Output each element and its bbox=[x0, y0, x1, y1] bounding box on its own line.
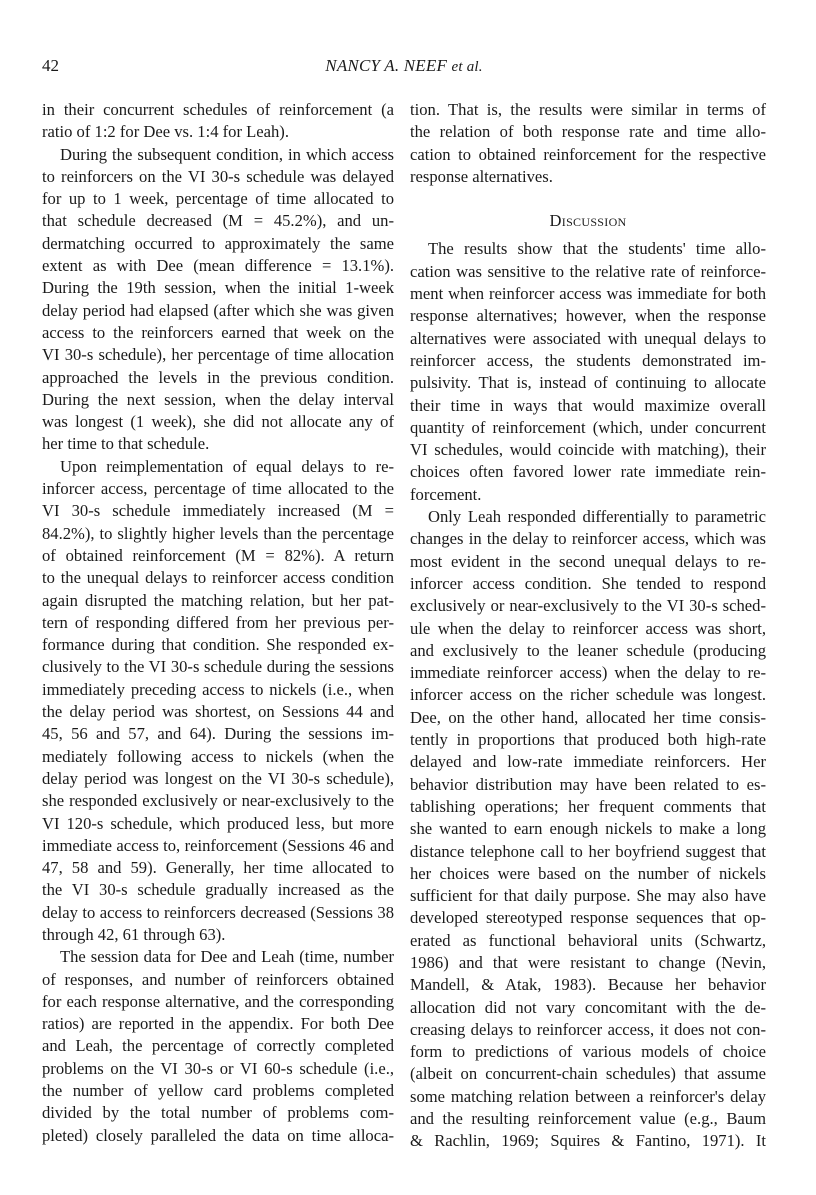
text-line: immediate reinforcer access) when the delay to re- bbox=[410, 663, 766, 683]
left-column bbox=[42, 99, 394, 1147]
text-line: ule when the delay to reinforcer access was short, bbox=[410, 618, 766, 638]
paragraph bbox=[410, 506, 766, 1153]
running-head-authors: NANCY A. NEEF bbox=[325, 56, 448, 75]
text-line: the VI 30-s schedule gradually increased as the bbox=[42, 880, 394, 900]
text-line: VI schedules, would coincide with matching), their bbox=[410, 440, 766, 460]
text-line: During the 19th session, when the initial 1-week bbox=[42, 278, 394, 298]
text-line: ratio of 1:2 for Dee vs. 1:4 for Leah). bbox=[42, 122, 289, 142]
text-line: approached the levels in the previous condition. bbox=[42, 367, 394, 387]
text-line: in their concurrent schedules of reinforcement (a bbox=[42, 100, 394, 119]
text-line: delayed and low-rate immediate reinforcers. Her bbox=[410, 752, 766, 772]
text-line: quantity of reinforcement (which, under concurrent bbox=[410, 417, 766, 437]
text-line: Mandell, & Atak, 1983). Because her behavior bbox=[410, 975, 766, 995]
text-line: The results show that the students' time allo- bbox=[428, 239, 766, 259]
text-line: was longest (1 week), she did not allocate any of bbox=[42, 412, 394, 432]
text-line: developed stereotyped response sequences that op- bbox=[410, 908, 766, 928]
text-line: During the subsequent condition, in which access bbox=[60, 144, 394, 164]
text-line: exclusively or near-exclusively to the VI 30-s sched- bbox=[410, 596, 766, 616]
text-line: to the unequal delays to reinforcer access condition bbox=[42, 568, 394, 588]
right-column bbox=[410, 99, 766, 1153]
text-line: delay period had elapsed (after which she was given bbox=[42, 300, 394, 320]
text-line: of obtained reinforcement (M = 82%). A return bbox=[42, 545, 394, 565]
paragraph bbox=[410, 238, 766, 506]
text-line: sufficient for that daily purpose. She may also have bbox=[410, 886, 766, 906]
text-line: Only Leah responded differentially to parametric bbox=[428, 507, 766, 527]
page-header bbox=[42, 56, 766, 82]
text-line: changes in the delay to reinforcer access, which was bbox=[410, 529, 766, 549]
discussion-body bbox=[410, 238, 766, 1152]
text-line: alternatives were associated with unequal delays to bbox=[410, 328, 766, 348]
text-line: pulsivity. That is, instead of continuing to allocate bbox=[410, 373, 766, 393]
text-line: formance during that condition. She responded ex- bbox=[42, 635, 394, 655]
page-number: 42 bbox=[42, 56, 59, 75]
text-line: some matching relation between a reinforcer's delay bbox=[410, 1086, 766, 1106]
text-line: the number of yellow card problems completed bbox=[42, 1081, 394, 1101]
text-line: VI 30-s schedule immediately increased (M = bbox=[42, 501, 394, 521]
text-line: inforcer access condition. She tended to respond bbox=[410, 573, 766, 593]
text-line: response alternatives; however, when the response bbox=[410, 306, 766, 326]
text-line: tern of responding differed from her previous per- bbox=[42, 612, 394, 632]
text-line: her choices were based on the number of nickels bbox=[410, 863, 766, 883]
text-line: choices often favored lower rate immediate rein- bbox=[410, 462, 766, 482]
text-line: ratios) are reported in the appendix. For both Dee bbox=[42, 1014, 394, 1034]
text-line: the delay period was shortest, on Sessions 44 and bbox=[42, 702, 394, 722]
text-line: Upon reimplementation of equal delays to re- bbox=[60, 456, 394, 476]
text-line: erated as functional behavioral units (Schwartz, bbox=[410, 930, 766, 950]
text-line: VI 30-s schedule), her percentage of time allocation bbox=[42, 345, 394, 365]
continuation-paragraph bbox=[410, 99, 766, 188]
text-line: immediately preceding access to nickels (i.e., when bbox=[42, 679, 394, 699]
text-line: dermatching occurred to approximately the same bbox=[42, 233, 394, 253]
text-line: for up to 1 week, percentage of time allocated to bbox=[42, 189, 394, 209]
text-line: most evident in the second unequal delays to re- bbox=[410, 551, 766, 571]
text-line: and the resulting reinforcement value (e.g., Baum bbox=[410, 1109, 766, 1129]
section-heading-discussion: Discussion bbox=[549, 211, 627, 231]
text-line: the relation of both response rate and time allo- bbox=[410, 122, 766, 142]
text-line: tently in proportions that produced both high-rate bbox=[410, 730, 766, 750]
text-line: ment when reinforcer access was immediate for both bbox=[410, 284, 766, 304]
text-line: again disrupted the matching relation, but her pat- bbox=[42, 590, 394, 610]
text-line: problems on the VI 30-s or VI 60-s schedule (i.e., bbox=[42, 1058, 394, 1078]
text-line: cation to obtained reinforcement for the respective bbox=[410, 144, 766, 164]
text-line: forcement. bbox=[410, 484, 482, 504]
text-line: Dee, on the other hand, allocated her time consis- bbox=[410, 707, 766, 727]
text-line: access to the reinforcers earned that week on the bbox=[42, 322, 394, 342]
text-line: 84.2%), to slightly higher levels than the percentage bbox=[42, 523, 394, 543]
text-line: mediately following access to nickels (when the bbox=[42, 746, 394, 766]
text-line: their time in ways that would maximize overall bbox=[410, 395, 766, 415]
text-line: she responded exclusively or near-exclusively to the bbox=[42, 791, 394, 811]
text-line: that schedule decreased (M = 45.2%), and un- bbox=[42, 211, 394, 231]
text-line: pleted) closely paralleled the data on time alloca- bbox=[42, 1125, 394, 1145]
text-line: clusively to the VI 30-s schedule during the sessions bbox=[42, 657, 394, 677]
paragraph bbox=[42, 456, 394, 947]
text-line: inforcer access, percentage of time allocated to the bbox=[42, 479, 394, 499]
text-line: behavior distribution may have been related to es- bbox=[410, 774, 766, 794]
text-line: extent as with Dee (mean difference = 13.1%). bbox=[42, 256, 394, 276]
text-line: response alternatives. bbox=[410, 166, 553, 186]
text-line: tablishing operations; her frequent comments that bbox=[410, 796, 766, 816]
text-line: inforcer access on the richer schedule was longest. bbox=[410, 685, 766, 705]
text-line: 47, 58 and 59). Generally, her time allocated to bbox=[42, 858, 394, 878]
text-line: for each response alternative, and the corresponding bbox=[42, 991, 394, 1011]
text-line: tion. That is, the results were similar in terms of bbox=[410, 100, 766, 119]
paragraph bbox=[410, 99, 766, 188]
text-line: and exclusively to the leaner schedule (producing bbox=[410, 640, 766, 660]
running-head bbox=[42, 56, 766, 76]
text-line: delay to access to reinforcers decreased (Sessions 38 bbox=[42, 902, 394, 922]
text-line: & Rachlin, 1969; Squires & Fantino, 1971). It bbox=[410, 1131, 766, 1151]
text-line: allocation did not vary concomitant with the de- bbox=[410, 997, 766, 1017]
text-line: form to predictions of various models of choice bbox=[410, 1042, 766, 1062]
text-line: distance telephone call to her boyfriend suggest that bbox=[410, 841, 766, 861]
text-line: divided by the total number of problems com- bbox=[42, 1103, 394, 1123]
text-line: and Leah, the percentage of correctly completed bbox=[42, 1036, 394, 1056]
running-head-suffix: et al. bbox=[451, 59, 483, 75]
paragraph bbox=[42, 144, 394, 456]
text-line: reinforcer access, the students demonstrated im- bbox=[410, 350, 766, 370]
text-line: of responses, and number of reinforcers obtained bbox=[42, 969, 394, 989]
text-line: cation was sensitive to the relative rate of reinforce- bbox=[410, 261, 766, 281]
text-line: she wanted to earn enough nickels to make a long bbox=[410, 819, 766, 839]
text-line: creasing delays to reinforcer access, it does not con- bbox=[410, 1019, 766, 1039]
text-line: VI 120-s schedule, which produced less, but more bbox=[42, 813, 394, 833]
text-line: delay period was longest on the VI 30-s schedule), bbox=[42, 768, 394, 788]
text-line: 1986) and that were resistant to change (Nevin, bbox=[410, 952, 766, 972]
text-line: her time to that schedule. bbox=[42, 434, 210, 454]
text-line: 45, 56 and 57, and 64). During the sessions im- bbox=[42, 724, 394, 744]
text-line: During the next session, when the delay interval bbox=[42, 389, 394, 409]
text-line: immediate access to, reinforcement (Sessions 46 and bbox=[42, 835, 394, 855]
text-line: through 42, 61 through 63). bbox=[42, 924, 226, 944]
text-line: to reinforcers on the VI 30-s schedule was delayed bbox=[42, 166, 394, 186]
paragraph bbox=[42, 99, 394, 144]
text-line: The session data for Dee and Leah (time, number bbox=[60, 947, 394, 967]
paragraph bbox=[42, 946, 394, 1147]
text-line: (albeit on concurrent-chain schedules) that assume bbox=[410, 1064, 766, 1084]
